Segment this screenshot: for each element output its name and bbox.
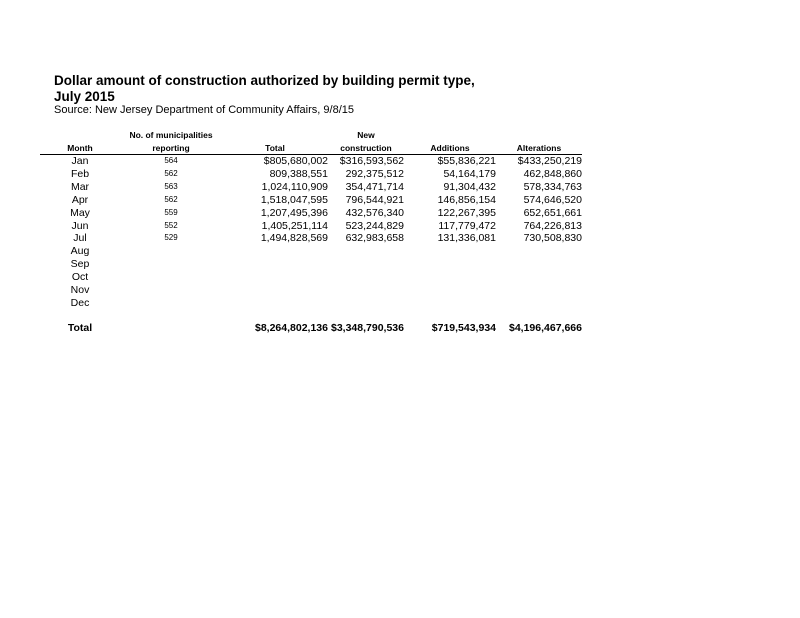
cell-muni xyxy=(120,258,222,271)
cell-month: Oct xyxy=(71,271,89,284)
header-month: Month xyxy=(40,142,120,155)
cell-muni xyxy=(120,245,222,258)
cell-alterations: 730,508,830 xyxy=(523,232,582,245)
cell-additions xyxy=(404,297,496,310)
cell-muni xyxy=(120,271,222,284)
cell-month: Feb xyxy=(70,167,90,180)
cell-total xyxy=(222,284,328,297)
cell-total: 1,405,251,114 xyxy=(261,219,328,232)
cell-muni: 552 xyxy=(164,220,178,230)
header-muni-top: No. of municipalities xyxy=(129,130,213,140)
total-alterations: $4,196,467,666 xyxy=(509,321,582,334)
source-note: Source: New Jersey Department of Community Affairs, 9/8/15 xyxy=(54,104,354,116)
cell-new xyxy=(328,284,404,297)
header-total: Total xyxy=(222,142,328,155)
cell-additions xyxy=(404,271,496,284)
cell-total: 1,518,047,595 xyxy=(260,193,328,206)
cell-new: 432,576,340 xyxy=(345,206,404,219)
cell-alterations: 574,646,520 xyxy=(523,193,582,206)
cell-additions: 54,164,179 xyxy=(443,167,496,180)
cell-new: 292,375,512 xyxy=(345,167,404,180)
cell-total xyxy=(222,258,328,271)
header-row xyxy=(40,142,582,155)
cell-muni: 529 xyxy=(164,233,178,243)
cell-total: $805,680,002 xyxy=(263,155,328,167)
cell-alterations: 652,651,661 xyxy=(523,206,582,219)
cell-new: 796,544,921 xyxy=(345,193,404,206)
cell-new: 632,983,658 xyxy=(345,232,404,245)
cell-additions xyxy=(404,258,496,271)
table-row xyxy=(40,181,582,194)
cell-additions: 131,336,081 xyxy=(437,232,496,245)
total-new: $3,348,790,536 xyxy=(331,321,404,334)
cell-alterations: 578,334,763 xyxy=(523,180,582,193)
cell-month: Jul xyxy=(73,232,87,245)
header-alterations: Alterations xyxy=(496,142,582,155)
spacer-row xyxy=(40,310,582,322)
table-row xyxy=(40,284,582,297)
cell-alterations xyxy=(496,258,582,271)
cell-new xyxy=(328,245,404,258)
cell-alterations: 764,226,813 xyxy=(523,219,582,232)
cell-alterations: 462,848,860 xyxy=(523,167,582,180)
cell-month: Mar xyxy=(70,180,90,193)
cell-month: Jun xyxy=(71,219,89,232)
table-row xyxy=(40,220,582,233)
cell-new xyxy=(328,271,404,284)
header-total-top xyxy=(222,129,328,142)
header-row-top xyxy=(40,129,582,142)
table-row xyxy=(40,232,582,245)
cell-new xyxy=(328,258,404,271)
header-additions-top xyxy=(404,129,496,142)
header-muni: reporting xyxy=(120,142,222,155)
header-new: construction xyxy=(328,142,404,155)
cell-alterations xyxy=(496,271,582,284)
report-title-line1: Dollar amount of construction authorized by building permit type, xyxy=(54,73,475,88)
cell-month: Jan xyxy=(71,155,89,167)
cell-total xyxy=(222,245,328,258)
cell-total: 809,388,551 xyxy=(269,167,328,180)
table-row xyxy=(40,297,582,310)
cell-month: Sep xyxy=(70,258,90,271)
table-row xyxy=(40,245,582,258)
cell-muni: 559 xyxy=(164,207,178,217)
cell-additions: 146,856,154 xyxy=(437,193,496,206)
total-total: $8,264,802,136 xyxy=(255,321,328,334)
cell-new: $316,593,562 xyxy=(339,155,404,167)
table-row xyxy=(40,258,582,271)
total-label: Total xyxy=(67,321,93,334)
table-row xyxy=(40,194,582,207)
total-additions: $719,543,934 xyxy=(431,321,496,334)
report-title-line2: July 2015 xyxy=(54,89,115,104)
cell-additions xyxy=(404,284,496,297)
cell-total: 1,494,828,569 xyxy=(260,232,328,245)
cell-month: Dec xyxy=(70,296,90,309)
cell-muni xyxy=(120,284,222,297)
cell-additions: 117,779,472 xyxy=(438,219,496,232)
cell-total xyxy=(222,271,328,284)
cell-month: Apr xyxy=(71,193,89,206)
cell-additions xyxy=(404,245,496,258)
header-month-top xyxy=(40,129,120,142)
cell-additions: 91,304,432 xyxy=(443,180,496,193)
table-row xyxy=(40,207,582,220)
cell-muni: 562 xyxy=(164,194,178,204)
permit-table xyxy=(40,129,582,335)
cell-total: 1,207,495,396 xyxy=(260,206,328,219)
cell-month: Aug xyxy=(70,245,90,258)
cell-alterations xyxy=(496,245,582,258)
cell-new: 354,471,714 xyxy=(345,180,404,193)
cell-additions: $55,836,221 xyxy=(437,155,496,167)
table-row xyxy=(40,168,582,181)
header-new-top: New xyxy=(357,130,375,140)
cell-muni xyxy=(120,297,222,310)
cell-alterations xyxy=(496,297,582,310)
cell-muni: 562 xyxy=(164,168,178,178)
table-row xyxy=(40,271,582,284)
cell-additions: 122,267,395 xyxy=(437,206,496,219)
cell-alterations: $433,250,219 xyxy=(517,155,582,167)
header-alterations-top xyxy=(496,129,582,142)
cell-total xyxy=(222,297,328,310)
cell-new: 523,244,829 xyxy=(345,219,404,232)
cell-alterations xyxy=(496,284,582,297)
cell-total: 1,024,110,909 xyxy=(261,180,328,193)
cell-new xyxy=(328,297,404,310)
cell-month: Nov xyxy=(70,284,90,297)
cell-muni: 564 xyxy=(164,156,178,165)
total-muni xyxy=(120,322,222,335)
cell-month: May xyxy=(70,206,90,219)
cell-muni: 563 xyxy=(164,181,178,191)
table-row xyxy=(40,155,582,168)
total-row xyxy=(40,322,582,335)
header-additions: Additions xyxy=(404,142,496,155)
